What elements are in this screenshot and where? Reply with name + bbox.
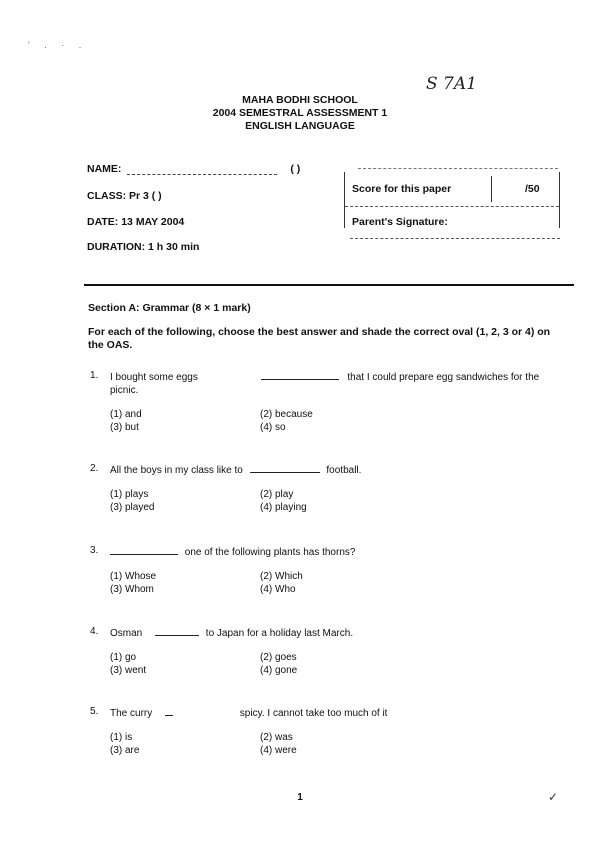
page-number: 1 [297,792,303,803]
answer-blank [261,370,339,380]
option-3: (3) went [110,664,147,676]
option-2: (2) goes [260,652,297,663]
answer-blank [250,463,320,473]
stem-before: All the boys in my class like to [110,465,243,476]
tick-mark: ✓ [548,790,559,804]
option-3: (3) played [110,501,155,513]
document-header [0,94,600,133]
question-stem [110,370,550,397]
option-4: (4) were [260,744,297,756]
score-box-divider-line [345,206,559,207]
subject-title: ENGLISH LANGUAGE [245,120,355,132]
stem-before: I bought some eggs [110,372,198,383]
school-name: MAHA BODHI SCHOOL [242,94,358,106]
option-2: (2) Which [260,571,303,582]
stem-after: one of the following plants has thorns? [184,547,356,558]
question-number: 2. [90,463,99,474]
option-2: (2) was [260,732,293,743]
question-number: 3. [90,545,99,556]
question-stem [110,626,550,640]
option-4: (4) so [260,421,286,433]
option-3: (3) are [110,744,140,756]
name-index-paren: ( ) [290,163,301,175]
option-1: (1) and [110,409,142,420]
stem-after: spicy. I cannot take too much of it [239,708,388,719]
section-title: Section A: Grammar (8 × 1 mark) [88,302,251,314]
header-rule [84,284,574,286]
duration-field: DURATION: 1 h 30 min [87,241,200,253]
answer-blank [155,626,199,636]
option-4: (4) gone [260,664,298,676]
question-stem [110,463,550,477]
score-box [344,172,560,228]
stem-before: The curry [110,708,153,719]
question-stem [110,706,550,720]
option-3: (3) Whom [110,583,154,595]
score-box-bottom-edge [350,238,560,239]
score-box-top-edge [358,168,558,169]
question-number: 5. [90,706,99,717]
option-2: (2) because [260,409,313,420]
option-1: (1) go [110,652,137,663]
name-label: NAME: [87,163,122,175]
class-field: CLASS: Pr 3 ( ) [87,190,162,202]
question-number: 4. [90,626,99,637]
instructions: For each of the following, choose the best answer and shade the correct oval (1, 2, 3 or 4) on the OAS. [88,326,551,351]
option-3: (3) but [110,421,139,433]
assessment-title: 2004 SEMESTRAL ASSESSMENT 1 [212,107,388,119]
option-1: (1) plays [110,489,149,500]
parent-signature-label: Parent's Signature: [352,216,448,228]
score-label: Score for this paper [352,183,452,195]
score-divider [491,176,492,202]
question-number: 1. [90,370,99,381]
handwritten-mark: S 7A1 [426,74,477,94]
date-field: DATE: 13 MAY 2004 [87,216,185,228]
option-2: (2) play [260,489,294,500]
name-field [87,163,300,175]
stem-after: to Japan for a holiday last March. [205,628,354,639]
stem-after: that I could prepare egg sandwiches for the picnic. [110,372,540,396]
option-1: (1) Whose [110,571,157,582]
option-1: (1) is [110,732,133,743]
name-line [127,165,277,175]
answer-blank [110,545,178,555]
option-4: (4) playing [260,501,307,513]
scan-specks: ' . · . [28,40,88,50]
option-4: (4) Who [260,583,296,595]
answer-blank [165,706,173,716]
stem-before: Osman [110,628,143,639]
question-stem [110,545,550,559]
score-value: /50 [525,183,540,195]
stem-after: football. [326,465,362,476]
